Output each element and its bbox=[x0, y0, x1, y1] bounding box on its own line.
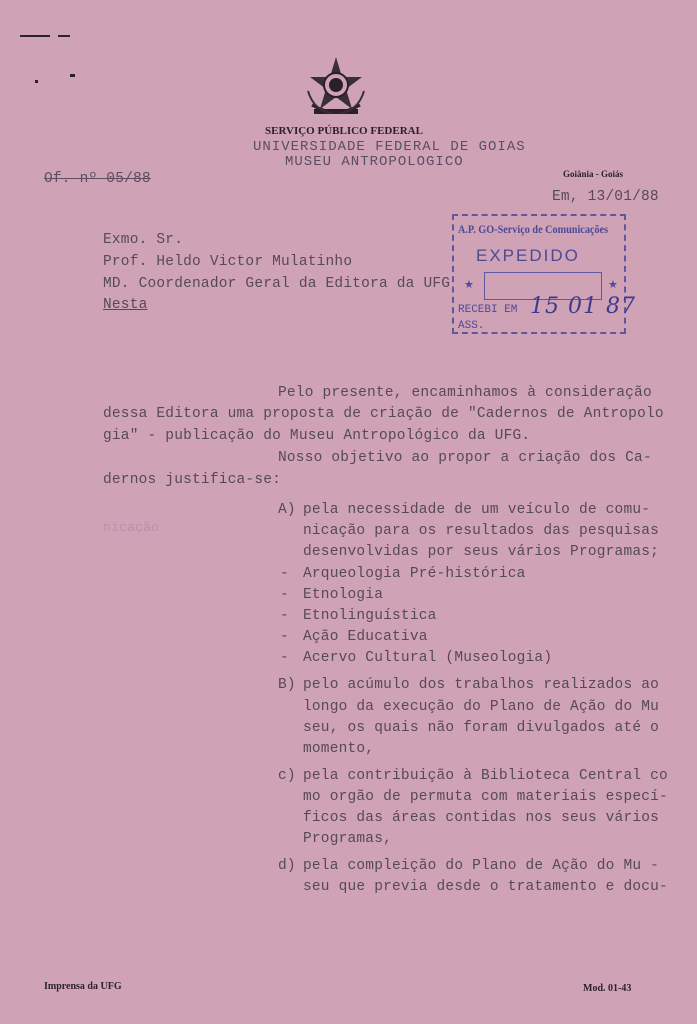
sub-item-archaeology: Arqueologia Pré-histórica bbox=[303, 566, 526, 582]
ink-speck bbox=[58, 35, 70, 37]
item-a-line: desenvolvidas por seus vários Programas; bbox=[303, 544, 660, 560]
sub-item-ethnology: Etnologia bbox=[303, 587, 384, 603]
item-c-line: ficos das áreas contidas nos seus vários bbox=[303, 810, 660, 826]
office-number: Of. nº 05/88 bbox=[44, 171, 151, 187]
sub-dash: - bbox=[280, 566, 289, 582]
item-d-line: seu que previa desde o tratamento e docu- bbox=[303, 879, 668, 895]
body-line: Nosso objetivo ao propor a criação dos Ca- bbox=[278, 450, 652, 466]
item-marker-d: d) bbox=[278, 858, 296, 874]
stamp-status: EXPEDIDO bbox=[476, 246, 580, 265]
sub-item-museology: Acervo Cultural (Museologia) bbox=[303, 650, 553, 666]
ink-speck bbox=[35, 80, 38, 83]
item-b-line: seu, os quais não foram divulgados até o bbox=[303, 720, 660, 736]
footer-form-number: Mod. 01-43 bbox=[583, 983, 632, 994]
received-stamp bbox=[452, 214, 636, 334]
item-marker-b: B) bbox=[278, 677, 296, 693]
sub-dash: - bbox=[280, 629, 289, 645]
coat-of-arms-icon bbox=[304, 55, 368, 119]
recipient-name: Prof. Heldo Victor Mulatinho bbox=[103, 254, 353, 270]
ink-speck bbox=[20, 35, 50, 37]
university-heading: UNIVERSIDADE FEDERAL DE GOIAS bbox=[253, 139, 526, 155]
stamp-handwritten-date: 15 01 87 bbox=[530, 294, 636, 319]
item-b-line: longo da execução do Plano de Ação do Mu bbox=[303, 699, 660, 715]
item-c-line: pela contribuição à Biblioteca Central co bbox=[303, 768, 668, 784]
recipient-salutation: Exmo. Sr. bbox=[103, 232, 184, 248]
star-icon: ★ bbox=[464, 279, 474, 291]
item-c-line: mo orgão de permuta com materiais especí- bbox=[303, 789, 668, 805]
body-line: dessa Editora uma proposta de criação de "Cadernos de Antropolo bbox=[103, 406, 664, 422]
item-marker-a: A) bbox=[278, 502, 296, 518]
body-line: Pelo presente, encaminhamos à consideração bbox=[278, 385, 652, 401]
service-heading: SERVIÇO PÚBLICO FEDERAL bbox=[265, 125, 423, 137]
ghost-text: nicação bbox=[103, 520, 160, 535]
stamp-signature-label: ASS. bbox=[458, 320, 485, 332]
sub-item-ethnolinguistics: Etnolinguística bbox=[303, 608, 437, 624]
recipient-location: Nesta bbox=[103, 297, 148, 313]
ink-speck bbox=[70, 74, 75, 77]
item-a-line: nicação para os resultados das pesquisas bbox=[303, 523, 660, 539]
footer-printer: Imprensa da UFG bbox=[44, 981, 122, 992]
letter-date: Em, 13/01/88 bbox=[552, 189, 659, 205]
item-b-line: momento, bbox=[303, 741, 375, 757]
stamp-received-label: RECEBI EM bbox=[458, 304, 518, 316]
body-line: gia" - publicação do Museu Antropológico da UFG. bbox=[103, 428, 531, 444]
item-marker-c: c) bbox=[278, 768, 296, 784]
city-label: Goiânia - Goiás bbox=[563, 169, 624, 179]
sub-dash: - bbox=[280, 650, 289, 666]
body-line: dernos justifica-se: bbox=[103, 472, 282, 488]
recipient-title: MD. Coordenador Geral da Editora da UFG bbox=[103, 276, 451, 292]
stamp-agency: A.P. GO-Serviço de Comunicações bbox=[458, 222, 609, 236]
item-b-line: pelo acúmulo dos trabalhos realizados ao bbox=[303, 677, 660, 693]
item-c-line: Programas, bbox=[303, 831, 393, 847]
sub-dash: - bbox=[280, 587, 289, 603]
item-a-line: pela necessidade de um veículo de comu- bbox=[303, 502, 651, 518]
sub-item-education: Ação Educativa bbox=[303, 629, 428, 645]
museum-heading: MUSEU ANTROPOLOGICO bbox=[285, 154, 464, 170]
item-d-line: pela compleição do Plano de Ação do Mu - bbox=[303, 858, 660, 874]
sub-dash: - bbox=[280, 608, 289, 624]
star-icon: ★ bbox=[608, 279, 618, 291]
